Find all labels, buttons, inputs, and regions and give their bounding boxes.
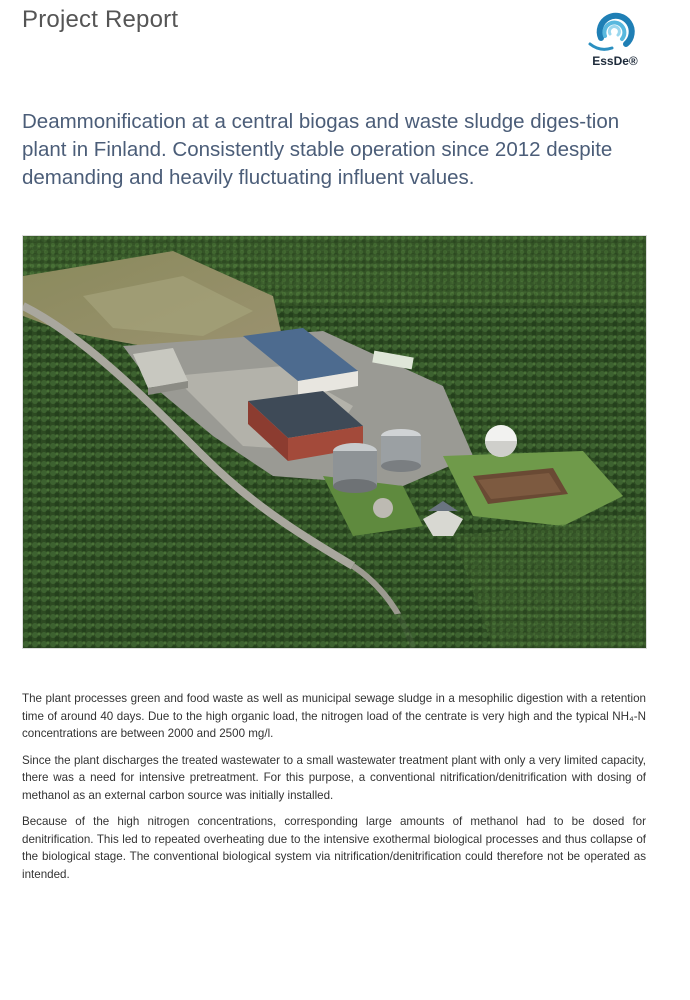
logo-wordmark: EssDe® bbox=[592, 54, 638, 68]
aerial-plant-photo-illustration bbox=[23, 236, 646, 648]
report-body bbox=[22, 690, 646, 892]
aerial-plant-photo bbox=[22, 235, 647, 649]
company-logo bbox=[576, 4, 654, 80]
body-paragraph-2: Since the plant discharges the treated wastewater to a small wastewater treatment plant with only a very limited capacity, there was a need for intensive pretreatment. For this purpose, a conventional nitrification/denitrification with dosing of methanol as an external carbon source was initially installed. bbox=[22, 753, 646, 802]
report-headline: Deammonification at a central biogas and waste sludge diges-tion plant in Finland. Consistently stable operation since 2012 despite demanding and heavily fluctuating influent values. bbox=[22, 110, 620, 189]
body-paragraph-3: Because of the high nitrogen concentrations, corresponding large amounts of methanol had to be dosed for denitrification. This led to repeated overheating due to the intensive exothermal biological processes and thus collapse of the biological stage. The conventional biological system via nitrification/denitrification could therefore not be operated as intended. bbox=[22, 815, 646, 881]
body-paragraph-1: The plant processes green and food waste as well as municipal sewage sludge in a mesophilic digestion with a retention time of around 40 days. Due to the high organic load, the nitrogen load of the centrate is very high and the typical NH₄-N concentrations are between 2000 and 2500 mg/l. bbox=[22, 692, 646, 740]
document-type-title: Project Report bbox=[22, 6, 179, 33]
logo-swirl-icon bbox=[576, 4, 654, 56]
